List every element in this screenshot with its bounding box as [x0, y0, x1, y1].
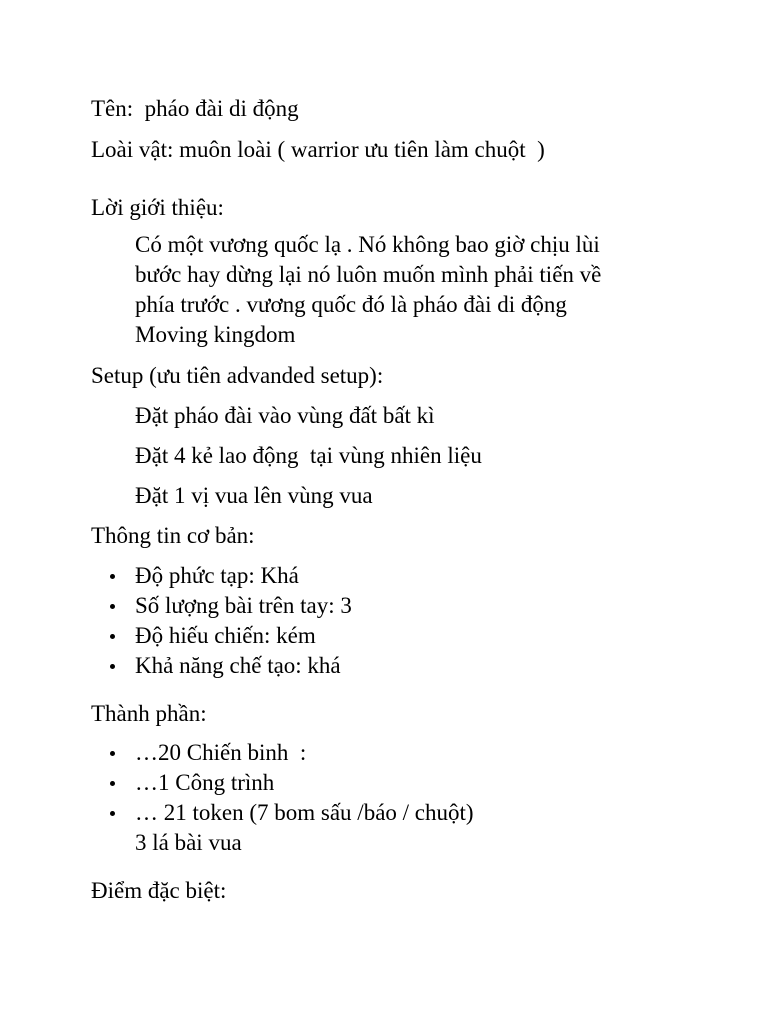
bullet-icon	[110, 781, 115, 786]
components-item: …20 Chiến binh :	[108, 738, 474, 768]
bullet-icon	[110, 811, 115, 816]
components-item: …1 Công trình	[108, 768, 474, 798]
basic-info-item: Số lượng bài trên tay: 3	[108, 591, 352, 621]
setup-item-1: Đặt pháo đài vào vùng đất bất kì	[135, 403, 435, 428]
bullet-icon	[110, 574, 115, 579]
setup-item-2: Đặt 4 kẻ lao động tại vùng nhiên liệu	[135, 443, 482, 468]
intro-line-1: Có một vương quốc lạ . Nó không bao giờ chịu lùi	[135, 232, 600, 257]
basic-info-item: Khả năng chế tạo: khá	[108, 651, 352, 681]
bullet-icon	[110, 634, 115, 639]
components-heading: Thành phần:	[91, 701, 207, 726]
basic-info-item: Độ hiếu chiến: kém	[108, 621, 352, 651]
components-item: … 21 token (7 bom sấu /báo / chuột)	[108, 798, 474, 828]
name-line: Tên: pháo đài di động	[91, 96, 299, 121]
components-list	[108, 738, 474, 858]
basic-info-list	[108, 561, 352, 681]
species-line: Loài vật: muôn loài ( warrior ưu tiên làm chuột )	[91, 137, 545, 162]
components-extra-line: 3 lá bài vua	[135, 830, 242, 855]
bullet-icon	[110, 751, 115, 756]
basic-info-heading: Thông tin cơ bản:	[91, 523, 255, 548]
setup-heading: Setup (ưu tiên advanded setup):	[91, 363, 384, 388]
basic-info-item: Độ phức tạp: Khá	[108, 561, 352, 591]
setup-item-3: Đặt 1 vị vua lên vùng vua	[135, 483, 373, 508]
bullet-icon	[110, 604, 115, 609]
intro-heading: Lời giới thiệu:	[91, 195, 224, 220]
intro-line-4: Moving kingdom	[135, 322, 296, 347]
special-heading: Điểm đặc biệt:	[91, 878, 227, 903]
bullet-icon	[110, 664, 115, 669]
intro-line-3: phía trước . vương quốc đó là pháo đài di động	[135, 292, 567, 317]
intro-line-2: bước hay dừng lại nó luôn muốn mình phải tiến về	[135, 262, 602, 287]
